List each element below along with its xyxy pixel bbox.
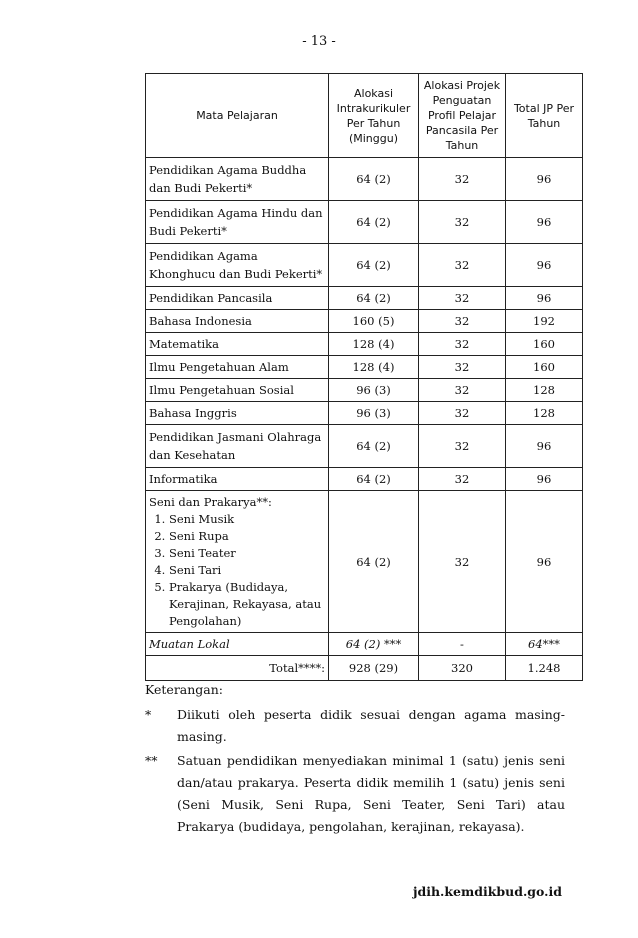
- total-cell: 96: [506, 468, 583, 491]
- projek-cell: 32: [419, 468, 506, 491]
- subject-cell: Pendidikan Agama Hindu dan Budi Pekerti*: [146, 201, 329, 244]
- page-number: - 13 -: [302, 34, 336, 49]
- table-row: [146, 425, 583, 468]
- note-item: [145, 750, 565, 838]
- intra-cell: 64 (2): [329, 491, 419, 633]
- note-marker: *: [145, 707, 152, 722]
- intra-cell: 64 (2): [329, 287, 419, 310]
- intra-cell: 96 (3): [329, 379, 419, 402]
- note-text: Diikuti oleh peserta didik sesuai dengan agama masing-masing.: [177, 707, 565, 744]
- notes-section: [145, 680, 565, 840]
- list-item: 4. Seni Tari: [169, 562, 325, 579]
- header-projek: Alokasi Projek Penguatan Profil Pelajar Pancasila Per Tahun: [419, 74, 506, 158]
- intra-cell: 128 (4): [329, 356, 419, 379]
- projek-cell: 32: [419, 379, 506, 402]
- intra-cell: 928 (29): [329, 656, 419, 681]
- table-row: [146, 468, 583, 491]
- intra-cell: 64 (2): [329, 158, 419, 201]
- intra-cell: 64 (2) ***: [329, 633, 419, 656]
- projek-cell: -: [419, 633, 506, 656]
- intra-cell: 64 (2): [329, 468, 419, 491]
- header-intrakurikuler: Alokasi Intrakurikuler Per Tahun (Minggu): [329, 74, 419, 158]
- projek-cell: 32: [419, 333, 506, 356]
- table-row: [146, 356, 583, 379]
- projek-cell: 32: [419, 201, 506, 244]
- table-row: [146, 201, 583, 244]
- subject-cell: Bahasa Indonesia: [146, 310, 329, 333]
- projek-cell: 32: [419, 356, 506, 379]
- projek-cell: 32: [419, 491, 506, 633]
- list-item: 1. Seni Musik: [169, 511, 325, 528]
- table-row: [146, 333, 583, 356]
- subject-cell: Muatan Lokal: [146, 633, 329, 656]
- subject-cell: Matematika: [146, 333, 329, 356]
- intra-cell: 64 (2): [329, 201, 419, 244]
- projek-cell: 32: [419, 425, 506, 468]
- total-cell: 96: [506, 425, 583, 468]
- projek-cell: 320: [419, 656, 506, 681]
- total-cell: 96: [506, 287, 583, 310]
- table-row: [146, 402, 583, 425]
- total-cell: 96: [506, 491, 583, 633]
- total-cell: 96: [506, 244, 583, 287]
- total-cell: 96: [506, 158, 583, 201]
- note-marker: **: [145, 753, 158, 768]
- total-cell: 160: [506, 356, 583, 379]
- note-text: Satuan pendidikan menyediakan minimal 1 (satu) jenis seni dan/atau prakarya. Peserta didik memilih 1 (satu) jenis seni (Seni Musik, Seni Rupa, Seni Teater, Seni Tari) atau Prakarya (budidaya, pengolahan, kerajinan, rekayasa).: [177, 753, 565, 834]
- notes-title: Keterangan:: [145, 682, 224, 697]
- projek-cell: 32: [419, 158, 506, 201]
- header-subject: Mata Pelajaran: [146, 74, 329, 158]
- subject-cell: Pendidikan Pancasila: [146, 287, 329, 310]
- table-row-arts: [146, 491, 583, 633]
- projek-cell: 32: [419, 310, 506, 333]
- subject-cell: Ilmu Pengetahuan Alam: [146, 356, 329, 379]
- table-row: [146, 379, 583, 402]
- total-cell: 128: [506, 402, 583, 425]
- note-item: [145, 704, 565, 748]
- arts-list: [149, 511, 325, 630]
- subject-cell: Pendidikan Jasmani Olahraga dan Kesehatan: [146, 425, 329, 468]
- total-cell: 1.248: [506, 656, 583, 681]
- total-cell: 160: [506, 333, 583, 356]
- header-total-jp: Total JP Per Tahun: [506, 74, 583, 158]
- table-row-total: [146, 656, 583, 681]
- intra-cell: 64 (2): [329, 425, 419, 468]
- intra-cell: 96 (3): [329, 402, 419, 425]
- table-row-local: [146, 633, 583, 656]
- curriculum-allocation-table: [145, 73, 583, 681]
- intra-cell: 128 (4): [329, 333, 419, 356]
- list-item: 5. Prakarya (Budidaya, Kerajinan, Rekayasa, atau Pengolahan): [169, 579, 325, 630]
- subject-cell: Bahasa Inggris: [146, 402, 329, 425]
- list-item: 2. Seni Rupa: [169, 528, 325, 545]
- list-item: 3. Seni Teater: [169, 545, 325, 562]
- subject-cell: Informatika: [146, 468, 329, 491]
- table-row: [146, 244, 583, 287]
- total-cell: 96: [506, 201, 583, 244]
- total-cell: 64***: [506, 633, 583, 656]
- subject-cell: Pendidikan Agama Buddha dan Budi Pekerti*: [146, 158, 329, 201]
- subject-cell: Ilmu Pengetahuan Sosial: [146, 379, 329, 402]
- intra-cell: 160 (5): [329, 310, 419, 333]
- table-row: [146, 158, 583, 201]
- intra-cell: 64 (2): [329, 244, 419, 287]
- projek-cell: 32: [419, 402, 506, 425]
- total-label: Total****:: [146, 656, 329, 681]
- subject-cell: [146, 491, 329, 633]
- projek-cell: 32: [419, 244, 506, 287]
- total-cell: 192: [506, 310, 583, 333]
- table-row: [146, 287, 583, 310]
- footer-url: jdih.kemdikbud.go.id: [412, 884, 562, 899]
- arts-heading: Seni dan Prakarya**:: [149, 495, 272, 509]
- total-cell: 128: [506, 379, 583, 402]
- subject-cell: Pendidikan Agama Khonghucu dan Budi Pekerti*: [146, 244, 329, 287]
- table-row: [146, 310, 583, 333]
- projek-cell: 32: [419, 287, 506, 310]
